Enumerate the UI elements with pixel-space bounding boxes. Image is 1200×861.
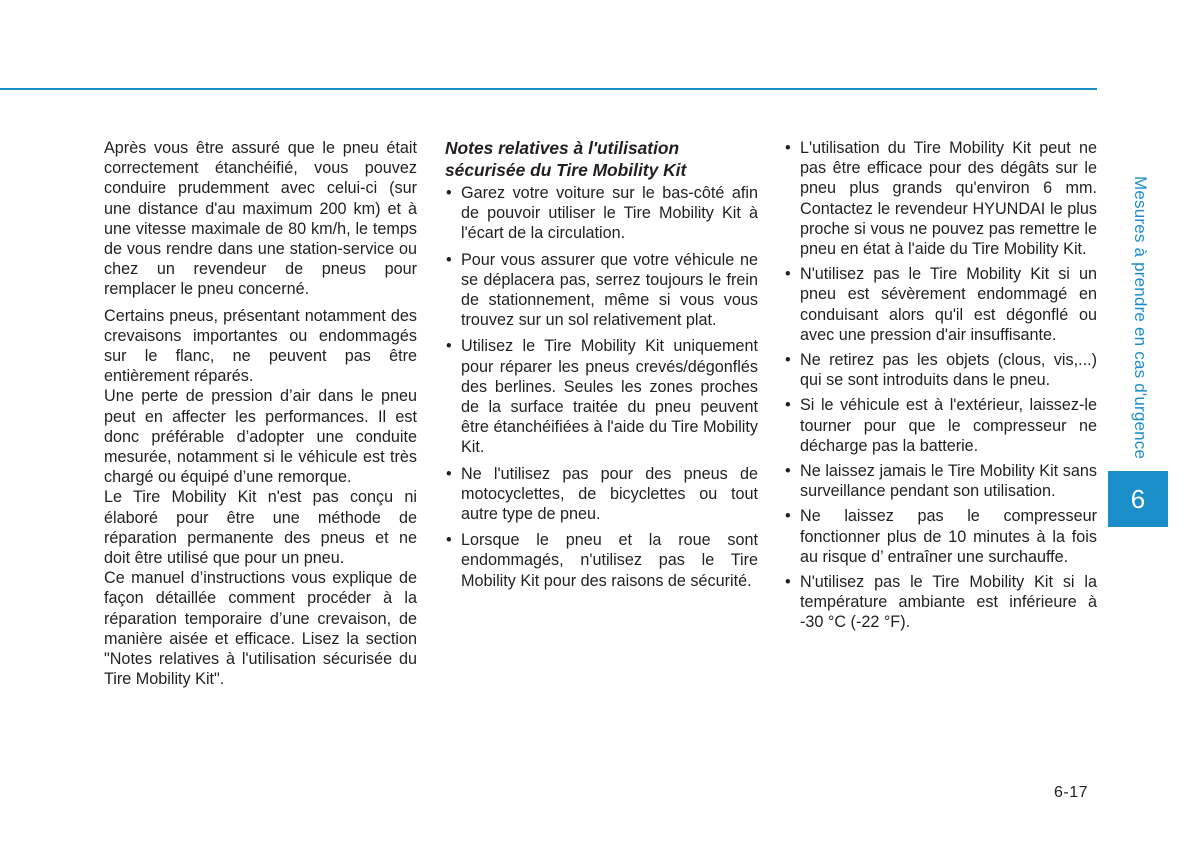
list-item: • Ne laissez jamais le Tire Mobility Kit sans surveillance pendant son utilisation. bbox=[784, 461, 1097, 501]
list-item: • L'utilisation du Tire Mobility Kit peut ne pas être efficace pour des dégâts sur le pneu plus grands qu'environ 6 mm. Contactez le revendeur HYUNDAI le plus proche si vous ne pouvez pas remettre le pneu en état à l'aide du Tire Mobility Kit. bbox=[784, 138, 1097, 259]
chapter-side-label: Mesures à prendre en cas d'urgence bbox=[1131, 176, 1150, 460]
page-number: 6-17 bbox=[1054, 784, 1089, 801]
column-1 bbox=[104, 138, 417, 689]
list-item: • Lorsque le pneu et la roue sont endommagés, n'utilisez pas le Tire Mobility Kit pour des raisons de sécurité. bbox=[445, 530, 758, 591]
section-heading: Notes relatives à l'utilisation sécurisée du Tire Mobility Kit bbox=[445, 138, 687, 180]
list-item: • N'utilisez pas le Tire Mobility Kit si un pneu est sévèrement endommagé en conduisant alors qu'il est dégonflé ou avec une pression d'air insuffisante. bbox=[784, 264, 1097, 345]
list-item: • Ne l'utilisez pas pour des pneus de motocyclettes, de bicyclettes ou tout autre type de pneu. bbox=[445, 464, 758, 525]
paragraph-safe-driving: Après vous être assuré que le pneu était correctement étanchéifié, vous pouvez conduire prudemment avec celui-ci (sur une distance d'au maximum 200 km) et à une vitesse maximale de 80 km/h, le temps de vous rendre dans une station-service ou chez un revendeur de pneus pour remplacer le pneu concerné. bbox=[104, 139, 417, 299]
safety-notes-list bbox=[445, 183, 758, 591]
paragraph-pressure-loss: Une perte de pression d’air dans le pneu peut en affecter les performances. Il est donc préférable d’adopter une conduite mesurée, notamment si le véhicule est très chargé ou équipé d’une remorque. bbox=[104, 387, 417, 487]
chapter-tab: 6 bbox=[1108, 471, 1168, 527]
header-rule bbox=[0, 88, 1097, 90]
paragraph-not-permanent: Le Tire Mobility Kit n'est pas conçu ni élaboré pour être une méthode de réparation permanente des pneus et ne doit être utilisé que pour un pneu. bbox=[104, 488, 417, 568]
safety-notes-list-continued bbox=[784, 138, 1097, 633]
column-3 bbox=[784, 138, 1097, 638]
list-item: • Pour vous assurer que votre véhicule ne se déplacera pas, serrez toujours le frein de stationnement, même si vous vous trouvez sur un sol relativement plat. bbox=[445, 250, 758, 331]
list-item: • Ne retirez pas les objets (clous, vis,...) qui se sont introduits dans le pneu. bbox=[784, 350, 1097, 390]
paragraph-manual-reference: Ce manuel d’instructions vous explique de façon détaillée comment procéder à la réparation temporaire d’une crevaison, de manière aisée et efficace. Lisez la section "Notes relatives à l'utilisation sécurisée du Tire Mobility Kit". bbox=[104, 569, 417, 689]
list-item: • Ne laissez pas le compresseur fonctionner plus de 10 minutes à la fois au risque d’ entraîner une surchauffe. bbox=[784, 506, 1097, 567]
list-item: • Utilisez le Tire Mobility Kit uniquement pour réparer les pneus crevés/dégonflés des berlines. Seules les zones proches de la surface traitée du pneu peuvent être étanchéifiées à l'aide du Tire Mobility Kit. bbox=[445, 336, 758, 457]
list-item: • Si le véhicule est à l'extérieur, laissez-le tourner pour que le compresseur ne décharge pas la batterie. bbox=[784, 395, 1097, 456]
list-item: • N'utilisez pas le Tire Mobility Kit si la température ambiante est inférieure à -30 °C (-22 °F). bbox=[784, 572, 1097, 633]
list-item: • Garez votre voiture sur le bas-côté afin de pouvoir utiliser le Tire Mobility Kit à l'écart de la circulation. bbox=[445, 183, 758, 244]
column-2 bbox=[445, 138, 758, 597]
paragraph-irreparable-tires: Certains pneus, présentant notamment des crevaisons importantes ou endommagés sur le flanc, ne peuvent pas être entièrement réparés. bbox=[104, 306, 417, 386]
